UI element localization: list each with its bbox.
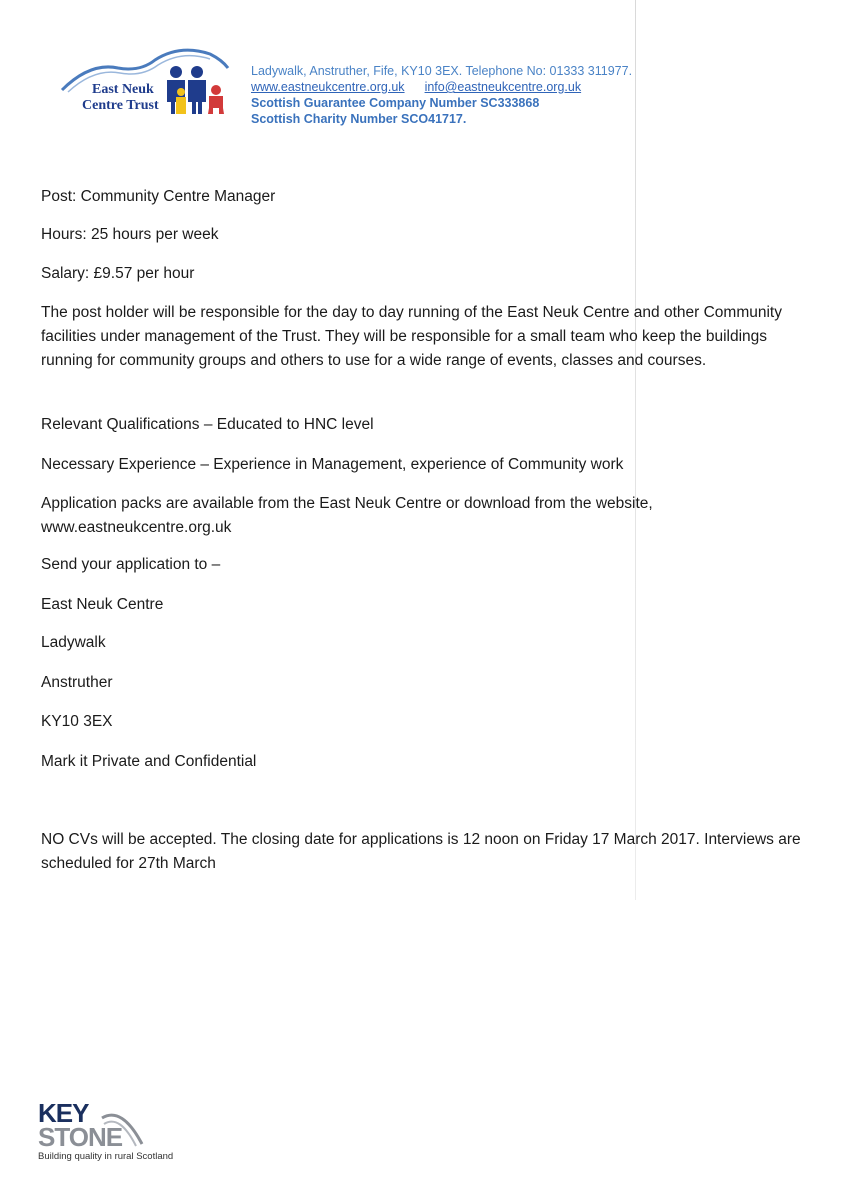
qualifications-line: Relevant Qualifications – Educated to HNC level bbox=[41, 416, 374, 433]
logo-text-line2: Centre Trust bbox=[82, 98, 159, 113]
email-link[interactable]: info@eastneukcentre.org.uk bbox=[424, 80, 582, 94]
address-line-4: KY10 3EX bbox=[41, 713, 113, 730]
contact-block bbox=[251, 63, 632, 127]
keystone-logo bbox=[38, 1100, 198, 1170]
hours-line: Hours: 25 hours per week bbox=[41, 226, 219, 243]
application-packs-line: Application packs are available from the East Neuk Centre or download from the website, www.eastneukcentre.org.uk bbox=[41, 495, 653, 536]
salary-line: Salary: £9.57 per hour bbox=[41, 265, 195, 282]
address-line-3: Anstruther bbox=[41, 674, 113, 691]
page-fold-line bbox=[635, 0, 636, 900]
company-number: Scottish Guarantee Company Number SC333868 bbox=[251, 96, 540, 110]
logo-text-line1: East Neuk bbox=[92, 82, 154, 97]
keystone-logo-stone: STONE bbox=[38, 1122, 123, 1152]
closing-date-notice: NO CVs will be accepted. The closing date for applications is 12 noon on Friday 17 March 2017. Interviews are scheduled for 27th March bbox=[41, 831, 801, 872]
send-to-line: Send your application to – bbox=[41, 556, 221, 573]
east-neuk-centre-trust-logo bbox=[60, 42, 230, 122]
mark-confidential-line: Mark it Private and Confidential bbox=[41, 753, 257, 770]
keystone-tagline: Building quality in rural Scotland bbox=[38, 1151, 174, 1162]
experience-line: Necessary Experience – Experience in Management, experience of Community work bbox=[41, 456, 624, 473]
address-line-1: East Neuk Centre bbox=[41, 596, 164, 613]
website-link[interactable]: www.eastneukcentre.org.uk bbox=[251, 80, 405, 94]
keystone-arch-icon bbox=[100, 1102, 144, 1148]
web-email-line bbox=[251, 79, 632, 95]
post-title: Post: Community Centre Manager bbox=[41, 188, 276, 205]
keystone-logo-key: KEY bbox=[38, 1098, 89, 1128]
address-line-2: Ladywalk bbox=[41, 634, 106, 651]
charity-number: Scottish Charity Number SCO41717. bbox=[251, 112, 467, 126]
address-line: Ladywalk, Anstruther, Fife, KY10 3EX. Telephone No: 01333 311977. bbox=[251, 64, 633, 78]
role-description: The post holder will be responsible for the day to day running of the East Neuk Centre and other Community facilities under management of the Trust. They will be responsible for a small team who keep the buildings running for community groups and others to use for a wide range of events, classes and courses. bbox=[41, 304, 782, 369]
family-figures-icon bbox=[164, 64, 228, 116]
